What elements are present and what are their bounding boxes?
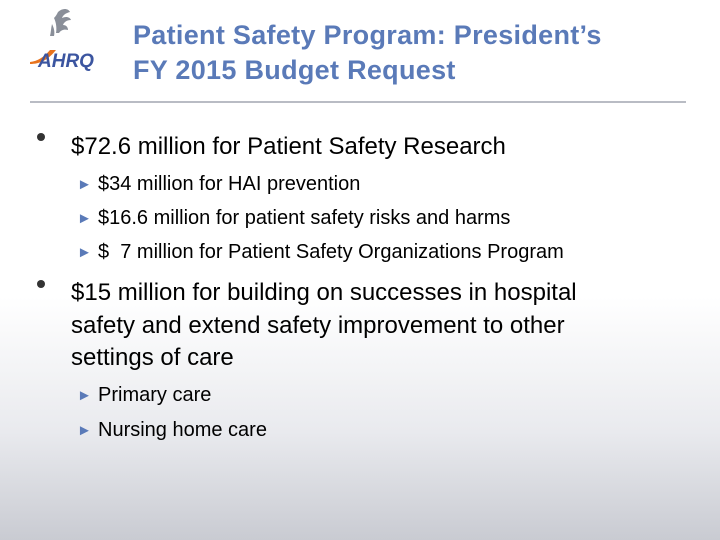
bullet-2-text: $15 million for building on successes in hospital safety and extend safety improvement to other settings of care <box>71 279 577 371</box>
arrow-right-icon: ► <box>77 176 92 193</box>
arrow-right-icon: ► <box>77 210 92 227</box>
sub-bullet-1-2: ► $16.6 million for patient safety risks and harms <box>77 207 511 229</box>
sub-bullet-1-3: ► $ 7 million for Patient Safety Organizations Program <box>77 241 564 263</box>
bullet-1-text: $72.6 million for Patient Safety Research <box>71 133 506 160</box>
title-line-1: Patient Safety Program: President’s <box>133 20 602 50</box>
svg-text:AHRQ: AHRQ <box>38 51 94 72</box>
hhs-eagle-icon <box>50 9 71 36</box>
arrow-right-icon: ► <box>77 422 92 439</box>
arrow-right-icon: ► <box>77 387 92 404</box>
arrow-right-icon: ► <box>77 244 92 261</box>
bullet-dot <box>37 133 45 141</box>
title-divider <box>30 101 686 103</box>
sub-bullet-2-1: ► Primary care <box>77 384 212 406</box>
title-line-2: FY 2015 Budget Request <box>133 55 456 85</box>
sub-bullet-2-2: ► Nursing home care <box>77 419 267 441</box>
bullet-dot <box>37 280 45 288</box>
ahrq-logo <box>26 4 106 76</box>
page-title <box>133 18 703 88</box>
sub-bullet-1-1: ► $34 million for HAI prevention <box>77 173 361 195</box>
